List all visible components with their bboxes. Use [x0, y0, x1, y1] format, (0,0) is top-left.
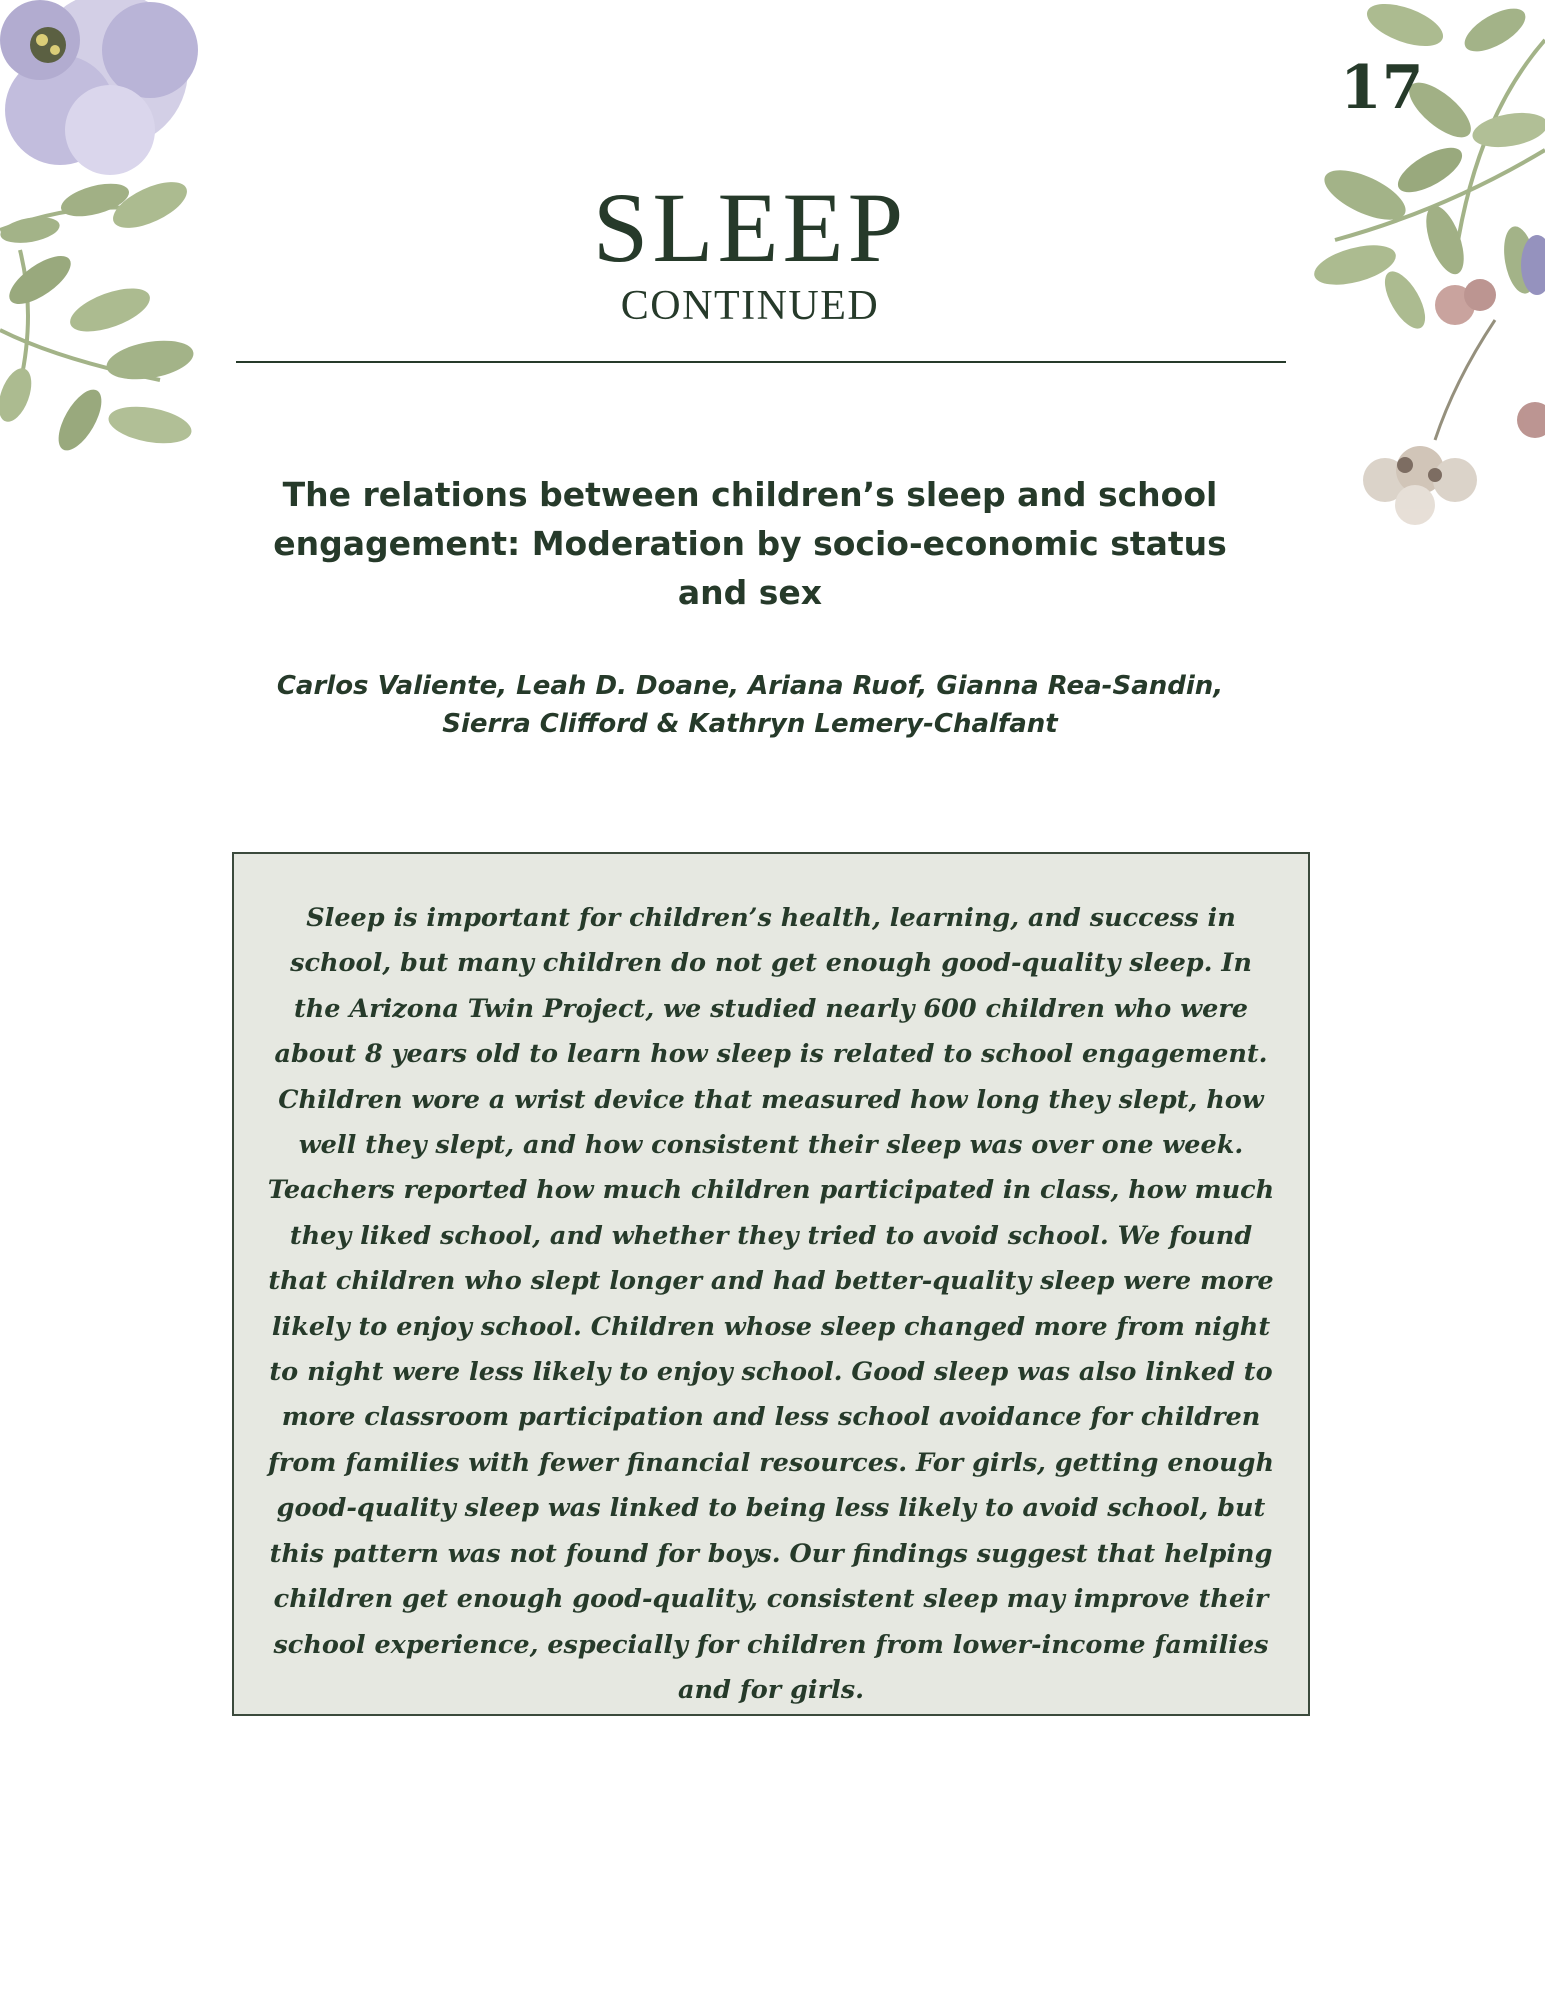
- section-subtitle: CONTINUED: [620, 283, 880, 329]
- summary-box: [232, 852, 1310, 1716]
- authors-line-2: Sierra Clifford & Kathryn Lemery-Chalfant: [442, 709, 1058, 739]
- article-title: The relations between children’s sleep and school engagement: Moderation by socio-economic status and sex: [273, 475, 1227, 612]
- article-authors: [250, 667, 1250, 743]
- summary-text: Sleep is important for children’s health, learning, and success in school, but many children do not get enough good-quality sleep. In the Arizona Twin Project, we studied nearly 600 children who were about 8 years old to learn how sleep is related to school engagement. Children wore a wrist device that measured how long they slept, how well they slept, and how consistent their sleep was over one week. Teachers reported how much children participated in class, how much they liked school, and whether they tried to avoid school. We found that children who slept longer and had better-quality sleep were more likely to enjoy school. Children whose sleep changed more from night to night were less likely to enjoy school. Good sleep was also linked to more classroom participation and less school avoidance for children from families with fewer financial resources. For girls, getting enough good-quality sleep was linked to being less likely to avoid school, but this pattern was not found for boys. Our findings suggest that helping children get enough good-quality, consistent sleep may improve their school experience, especially for children from lower-income families and for girls.: [267, 903, 1275, 1705]
- authors-line-1: Carlos Valiente, Leah D. Doane, Ariana Ruof, Gianna Rea-Sandin,: [276, 671, 1224, 701]
- page-number: 17: [1340, 53, 1424, 123]
- title-divider: [236, 361, 1286, 363]
- section-title: SLEEP: [592, 172, 908, 283]
